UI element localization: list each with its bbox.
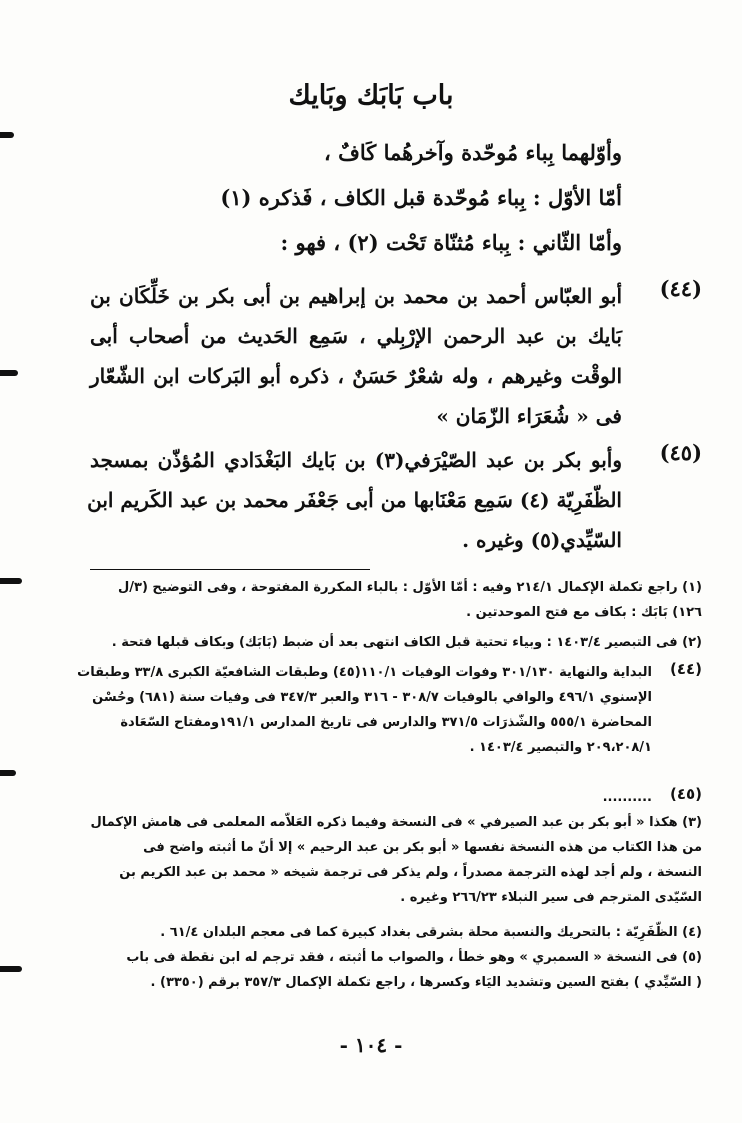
page-number: - ١٠٤ - (339, 1033, 403, 1057)
entry-45 (87, 440, 702, 560)
section-title: باب بَابَك وبَايك (288, 80, 454, 111)
footnote-entry-45 (90, 785, 702, 910)
footnote-line: (١) راجع تكملة الإكمال ٢١٤/١ وفيه : أمّا الأوّل : بالباء المكررة المفتوحة ، وفى التوضيح (٣/ل (117, 580, 702, 595)
footnote-line: (٢) فى التبصير ١٤٠٣/٤ : وبياء تحتية قبل الكاف انتهى بعد أن ضبط (بَابَك) وبكاف قبلها فتحة . (111, 635, 702, 650)
entry-line: وأبو بكر بن عبد الصّيْرَفي(٣) بن بَايك البَغْدَادي المُؤذّن بمسجد (90, 448, 622, 472)
intro-line: وأوّلهما بِباء مُوحّدة وآخرهُما كَافٌ ، (324, 140, 622, 165)
entry-line: بَايك بن عبد الرحمن الإرْبِلي ، سَمِع الحَديث من أصحاب أبى (90, 324, 622, 348)
margin-mark (0, 966, 22, 972)
entry-number: (٤٤) (659, 276, 702, 301)
entry-number: (٤٥) (659, 440, 702, 465)
intro-line: وأمّا الثّاني : بِباء مُثنّاة تَحْت (٢) ، فهو : (280, 230, 622, 255)
entry-line: الوقْت وغيرهم ، وله شعْرٌ حَسَنٌ ، ذكره أبو البَركات ابن الشّعّار (90, 364, 622, 388)
margin-mark (0, 578, 22, 584)
footnote-line: من هذا الكتاب من هذه النسخة نفسها « أبو بكر بن عبد الرحيم » إلا أنّ ما أثبته واضح فى (143, 840, 702, 855)
footnote-4-5 (90, 920, 702, 995)
margin-mark (0, 132, 14, 138)
footnote-line: (٤) الظّفَرِيّة : بالتحريك والنسبة محلة بشرقى بغداد كبيرة كما فى معجم البلدان ٦١/٤ . (160, 925, 702, 940)
footnote-line: المحاضرة ٥٥٥/١ والشّذرَات ٣٧١/٥ والدارس فى تاريخ المدارس ١٩١/١ومفتاح السّعَادة (120, 715, 652, 730)
entry-line: فى « شُعَرَاء الزّمَان » (436, 404, 622, 428)
footnote-entry-number: (٤٤) (669, 660, 702, 678)
entry-line: الظّفَرِيّة (٤) سَمِع مَعْنَابها من أبى جَعْفَر محمد بن عبد الكَريم ابن (87, 488, 622, 512)
footnote-line: (٥) فى النسخة « السمبري » وهو خطأ ، والصواب ما أثبته ، فقد ترجم له ابن نقطة فى باب (126, 950, 702, 965)
footnote-1 (90, 575, 702, 625)
footnote-line: ٢٠٩،٢٠٨/١ والتبصير ١٤٠٣/٤ . (469, 740, 652, 755)
footnote-line: (٣) هكذا « أبو بكر بن عبد الصيرفي » فى النسخة وفيما ذكره العَلاّمه المعلمى فى هامش الإكمال (90, 815, 702, 830)
footnote-line: الإسنوي ٤٩٦/١ والوافي بالوفيات ٣٠٨/٧ - ٣١٦ والعبر ٣٤٧/٣ فى وفيات سنة (٦٨١) وحُسْن (92, 690, 652, 705)
footnote-2 (90, 630, 702, 655)
footnote-line: .......... (602, 790, 652, 805)
footnote-entry-44 (77, 660, 702, 760)
footnote-line: البداية والنهاية ٣٠١/١٣٠ وفوات الوفيات ١١٠/١(٤٥) وطبقات الشافعيّة الكبرى ٣٣/٨ وطبقات (77, 665, 652, 680)
footnote-separator (90, 569, 370, 570)
footnote-line: ( السّيِّدي ) بفتح السين وتشديد اليَاء وكسرها ، راجع تكملة الإكمال ٣٥٧/٣ برقم (٣٣٥٠) . (150, 975, 702, 990)
footnote-entry-number: (٤٥) (669, 785, 702, 803)
intro-line: أمّا الأوّل : بِباء مُوحّدة قبل الكاف ، فَذكره (١) (220, 185, 622, 210)
footnote-line: النسخة ، ولم أجد لهذه الترجمة مصدراً ، ولم يذكر فى ترجمة شيخه « محمد بن عبد الكريم بن (119, 865, 702, 880)
entry-line: السّيِّدي(٥) وغيره . (462, 528, 622, 552)
margin-mark (0, 770, 16, 776)
margin-mark (0, 370, 18, 376)
entry-line: أبو العبّاس أحمد بن محمد بن إبراهيم بن أبى بكر بن خَلِّكَان بن (90, 284, 622, 308)
footnote-line: السّيّدى المترجم فى سير النبلاء ٢٦٦/٢٣ وغيره . (400, 890, 702, 905)
entry-44 (90, 276, 702, 436)
footnote-line: ١٢٦) بَابَك : بكاف مع فتح الموحدتين . (466, 605, 702, 620)
